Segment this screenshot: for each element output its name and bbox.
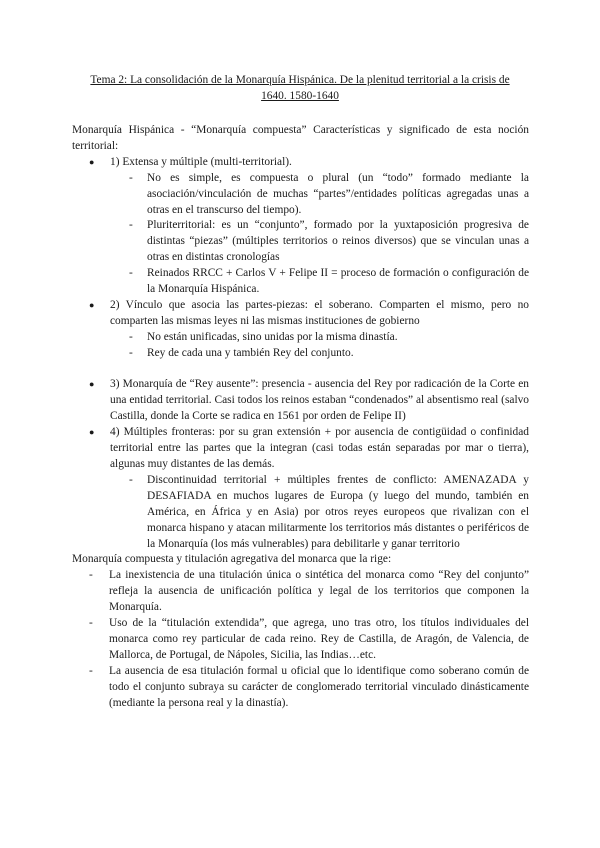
- bullet-item-4: [72, 425, 529, 473]
- sub-item: [72, 346, 529, 362]
- sub-item: [72, 330, 529, 346]
- sub-item: [72, 616, 529, 664]
- dash-icon: -: [89, 617, 93, 630]
- sub-item-text: Reinados RRCC + Carlos V + Felipe II = proceso de formación o configuración de la Monarquía Hispánica.: [147, 267, 529, 296]
- sub-item-text: La inexistencia de una titulación única o sintética del monarca como “Rey del conjunto” refleja la ausencia de unificación política y legal de los territorios que componen la Monarquía.: [109, 569, 529, 614]
- sub-item: [72, 218, 529, 266]
- intro-paragraph: Monarquía Hispánica - “Monarquía compuesta” Características y significado de esta noción territorial:: [72, 124, 529, 152]
- document-body: [72, 123, 529, 712]
- bullet-text: 4) Múltiples fronteras: por su gran extensión + por ausencia de contigüidad o confinidad territorial entre las partes que la integran (casi todas están separadas por mar o tierra), algunas muy distantes de las demás.: [110, 426, 529, 471]
- sub-item-text: Rey de cada una y también Rey del conjunto.: [147, 346, 354, 359]
- sub-item: [72, 473, 529, 553]
- bullet-icon: ●: [89, 156, 95, 167]
- bullet-icon: ●: [89, 299, 95, 310]
- dash-icon: -: [129, 330, 133, 343]
- sub-item-text: Discontinuidad territorial + múltiples frentes de conflicto: AMENAZADA y DESAFIADA en muchos lugares de Europa (y luego del mundo, también en América, en África y en Asia) por otros reyes europeos que rivalizan con el monarca hispano y atacan militarmente los territorios más distantes o periféricos de la Monarquía (los más vulnerables) para debilitarle y ganar territorio: [147, 473, 529, 550]
- sub-item: [72, 664, 529, 712]
- second-heading: Monarquía compuesta y titulación agregativa del monarca que la rige:: [72, 553, 392, 566]
- sub-item-text: La ausencia de esa titulación formal u oficial que lo identifique como soberano común de todo el conjunto subraya su carácter de conglomerado territorial vinculado dinásticamente (mediante la persona real y la dinastía).: [109, 664, 529, 709]
- sub-item-text: Uso de la “titulación extendida”, que agrega, uno tras otro, los títulos individuales del monarca como rey particular de cada reino. Rey de Castilla, de Aragón, de Valencia, de Mallorca, de Portugal, de Nápoles, Sicilia, las Indias…etc.: [109, 617, 529, 661]
- sub-item-text: No es simple, es compuesta o plural (un “todo” formado mediante la asociación/vinculación de muchas “partes”/entidades políticas agregadas unas a otras en el transcurso del tiempo).: [147, 171, 529, 216]
- sub-item: [72, 568, 529, 616]
- bullet-text: 3) Monarquía de “Rey ausente”: presencia - ausencia del Rey por radicación de la Corte en una entidad territorial. Casi todos los reinos estaban “condenados” al absentismo real (salvo Castilla, donde la Corte se radica en 1561 por orden de Felipe II): [110, 378, 529, 423]
- bullet-icon: ●: [89, 379, 95, 390]
- bullet-icon: ●: [89, 427, 95, 438]
- sub-item-text: Pluriterritorial: es un “conjunto”, formado por la yuxtaposición progresiva de distintas “piezas” (múltiples territorios o reinos diversos) que se vinculan unas a otras en distintas cronologías: [147, 219, 529, 264]
- dash-icon: -: [129, 171, 133, 184]
- bullet-item-1: [72, 155, 529, 171]
- dash-icon: -: [129, 267, 133, 280]
- sub-item: [72, 266, 529, 298]
- bullet-item-2: [72, 298, 529, 330]
- dash-icon: -: [129, 346, 133, 359]
- document-title: [72, 73, 528, 105]
- bullet-item-3: [72, 377, 529, 425]
- bullet-text: 2) Vínculo que asocia las partes-piezas: el soberano. Comparten el mismo, pero no comparten las mismas leyes ni las mismas instituciones de gobierno: [110, 298, 529, 327]
- sub-item: [72, 171, 529, 219]
- dash-icon: -: [129, 473, 133, 486]
- dash-icon: -: [89, 664, 93, 677]
- bullet-text: 1) Extensa y múltiple (multi-territorial).: [110, 155, 292, 168]
- title-line-2: 1640. 1580-1640: [261, 89, 339, 102]
- title-line-1: Tema 2: La consolidación de la Monarquía Hispánica. De la plenitud territorial a la crisis de: [90, 74, 510, 86]
- dash-icon: -: [129, 219, 133, 232]
- blank-line: [72, 362, 529, 378]
- sub-item-text: No están unificadas, sino unidas por la misma dinastía.: [147, 330, 398, 343]
- dash-icon: -: [89, 569, 93, 582]
